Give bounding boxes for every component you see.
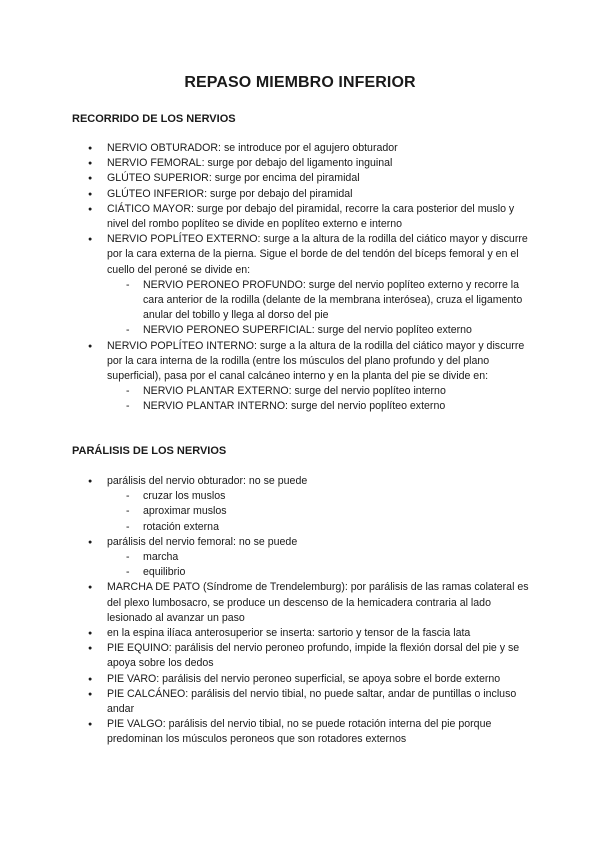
list-item-text: PIE EQUINO: parálisis del nervio peroneo profundo, impide la flexión dorsal del pie y se apoya sobre los dedos xyxy=(107,642,520,670)
page-title: REPASO MIEMBRO INFERIOR xyxy=(184,74,416,91)
list-item-text: PIE VALGO: parálisis del nervio tibial, no se puede rotación interna del pie porque predominan los músculos peroneos que son rotadores externos xyxy=(107,718,492,746)
sub-list-item: - NERVIO PLANTAR EXTERNO: surge del nervio poplíteo interno xyxy=(107,384,532,399)
list-item-text: MARCHA DE PATO (Síndrome de Trendelemburg): por parálisis de las ramas colateral es del plexo lumbosacro, se produce un descenso de la hemicadera contraria al lado lesionado al avanzar un paso xyxy=(107,581,529,624)
sub-list-item: - marcha xyxy=(107,550,532,565)
list-item xyxy=(72,187,532,202)
list-item-text: NERVIO POPLÍTEO EXTERNO: surge a la altura de la rodilla del ciático mayor y discurre por la cara externa de la pierna. Sigue el borde de del tendón del bíceps femoral y en el cuello del peroné se divide en: xyxy=(107,233,528,276)
sub-list-item: - NERVIO PERONEO PROFUNDO: surge del nervio poplíteo externo y recorre la cara anterior de la rodilla (delante de la membrana interósea), cruza el ligamento anular del tobillo y llega al dorso del pie xyxy=(107,278,532,324)
list-item-text: parálisis del nervio femoral: no se puede xyxy=(107,535,298,548)
list-item xyxy=(72,474,532,535)
sub-list-item: - equilibrio xyxy=(107,565,532,580)
sub-list xyxy=(107,489,532,535)
list-item xyxy=(72,672,532,687)
list-item-text: NERVIO FEMORAL: surge por debajo del ligamento inguinal xyxy=(107,157,393,170)
list-item-text: NERVIO POPLÍTEO INTERNO: surge a la altura de la rodilla del ciático mayor y discurre por la cara interna de la rodilla (entre los músculos del plano profundo y del plano superficial), pasa por el canal calcáneo interno y en la planta del pie se divide en: xyxy=(107,339,525,383)
list-item xyxy=(72,141,532,156)
list-item xyxy=(72,717,532,747)
nerve-route-list xyxy=(72,141,532,415)
list-item-text: PIE CALCÁNEO: parálisis del nervio tibial, no puede saltar, andar de puntillas o incluso andar xyxy=(107,687,517,716)
list-item xyxy=(72,156,532,171)
sub-list xyxy=(107,550,532,580)
list-item xyxy=(72,580,532,626)
list-item-text: en la espina ilíaca anterosuperior se inserta: sartorio y tensor de la fascia lata xyxy=(107,627,471,640)
list-item xyxy=(72,232,532,338)
list-item xyxy=(72,339,532,415)
sub-list-item: - cruzar los muslos xyxy=(107,489,532,504)
list-item xyxy=(72,535,532,581)
list-item xyxy=(72,202,532,232)
section-heading-paralisis: PARÁLISIS DE LOS NERVIOS xyxy=(72,445,227,457)
list-item-text: PIE VARO: parálisis del nervio peroneo superficial, se apoya sobre el borde externo xyxy=(107,672,501,685)
list-item xyxy=(72,641,532,671)
sub-list-item: - aproximar muslos xyxy=(107,504,532,519)
list-item-text: NERVIO OBTURADOR: se introduce por el agujero obturador xyxy=(107,142,398,154)
sub-list xyxy=(107,384,532,414)
list-item-text: GLÚTEO INFERIOR: surge por debajo del piramidal xyxy=(107,187,353,200)
list-item-text: CIÁTICO MAYOR: surge por debajo del piramidal, recorre la cara posterior del muslo y nivel del rombo poplíteo se divide en poplíteo externo e interno xyxy=(107,202,515,231)
sub-list-item: - NERVIO PLANTAR INTERNO: surge del nervio poplíteo externo xyxy=(107,399,532,414)
sub-list xyxy=(107,278,532,339)
section-heading-recorrido: RECORRIDO DE LOS NERVIOS xyxy=(72,113,236,125)
sub-list-item: - NERVIO PERONEO SUPERFICIAL: surge del nervio poplíteo externo xyxy=(107,323,532,338)
nerve-paralysis-list xyxy=(72,474,532,748)
list-item-text: parálisis del nervio obturador: no se puede xyxy=(107,475,308,487)
list-item xyxy=(72,687,532,717)
sub-list-item: - rotación externa xyxy=(107,520,532,535)
list-item-text: GLÚTEO SUPERIOR: surge por encima del piramidal xyxy=(107,172,360,185)
list-item xyxy=(72,626,532,641)
list-item xyxy=(72,171,532,186)
